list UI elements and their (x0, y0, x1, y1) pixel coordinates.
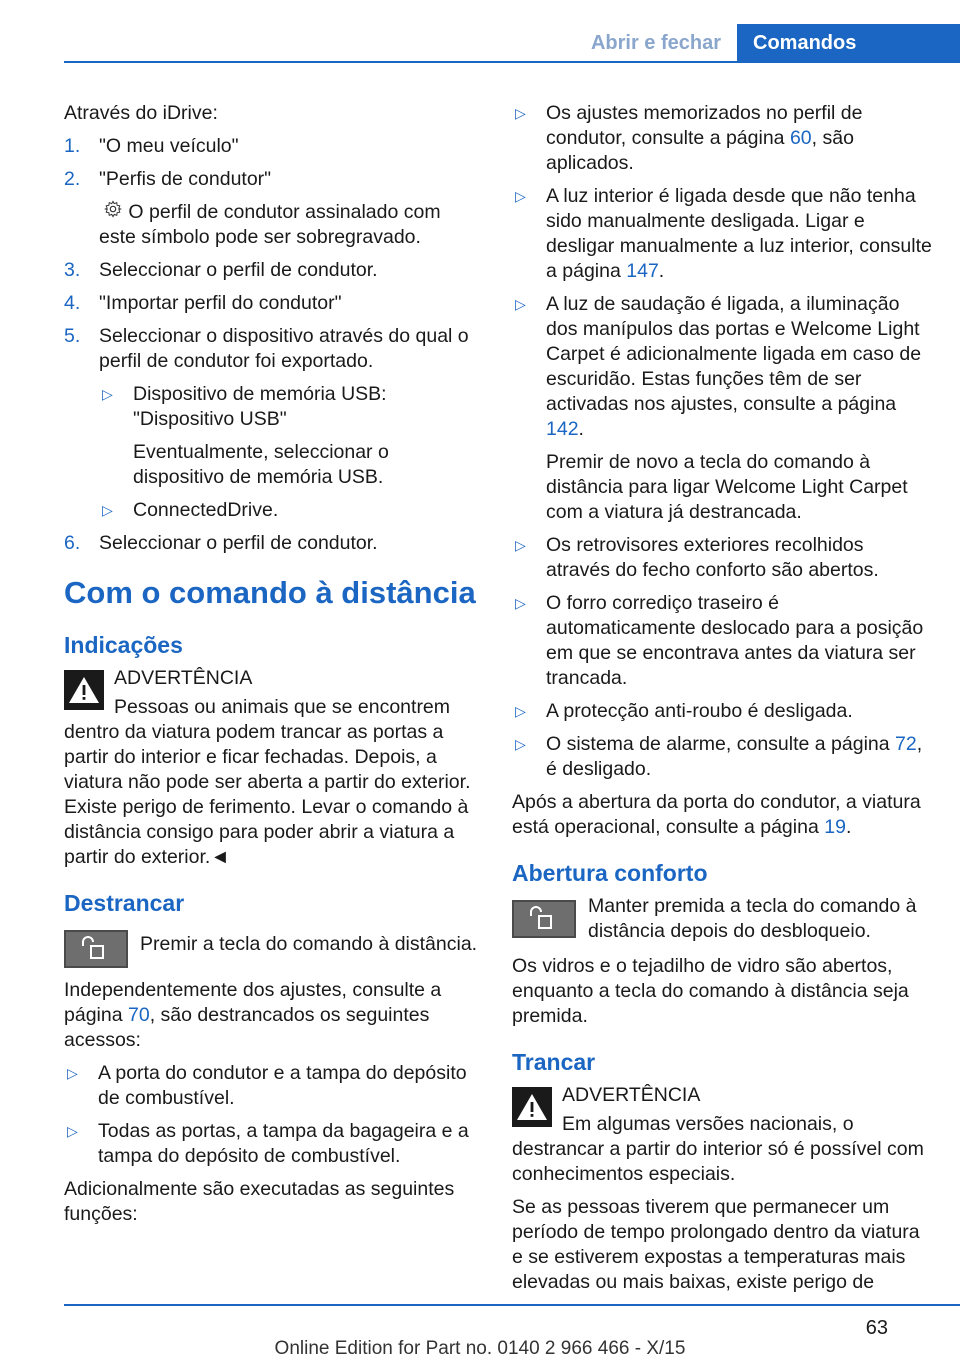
heading-indicacoes: Indicações (64, 632, 183, 658)
list-item (99, 498, 478, 523)
text-run: Independentemente dos ajustes, consulte a página (64, 979, 442, 1026)
list-item (512, 101, 932, 176)
paragraph: Se as pessoas tiverem que permanecer um período de tempo prolongado dentro da viatura e se estiverem expostas a temperaturas mais elevadas ou mais baixas, existe perigo de (512, 1196, 920, 1293)
warning-triangle-icon (64, 670, 104, 710)
paragraph: Adicionalmente são executadas as seguintes funções: (64, 1178, 455, 1225)
bullet-triangle-icon: ▷ (102, 502, 113, 518)
bullet-text (546, 184, 932, 284)
list-item (64, 531, 478, 556)
list-item (64, 258, 478, 283)
section-title: Com o comando à distância (64, 575, 476, 610)
bullet-triangle-icon: ▷ (515, 105, 526, 121)
text-run: Após a abertura da porta do condutor, a viatura está operacional, consulte a página (512, 791, 921, 838)
step-note (64, 200, 478, 250)
list-item (512, 184, 932, 284)
bullet-text: Dispositivo de memória USB: "Dispositivo USB" (133, 383, 387, 430)
list-item (64, 167, 478, 192)
warning-text: Pessoas ou animais que se encontrem dentro da viatura podem trancar as portas a partir do interior e ficar fechadas. Depois, a viatura não pode ser aberta a partir do exterior. Existe perigo de ferimento. Levar o comando à distância consigo para poder abrir a viatura a partir do exterior.◄ (64, 696, 471, 868)
heading-destrancar: Destrancar (64, 890, 185, 916)
paragraph: Os vidros e o tejadilho de vidro são abertos, enquanto a tecla do comando à distância seja premida. (512, 955, 909, 1027)
page-link[interactable]: 70 (127, 1004, 150, 1026)
gear-icon (103, 200, 123, 225)
step-text: "Importar perfil do condutor" (99, 292, 342, 314)
step-text: "O meu veículo" (99, 135, 239, 157)
page-link[interactable]: 19 (824, 816, 846, 838)
footer-rule (64, 1304, 960, 1306)
step-number: 6. (64, 532, 81, 554)
bullet-text: Os retrovisores exteriores recolhidos através do fecho conforto são abertos. (546, 534, 879, 581)
text-run: A luz interior é ligada desde que não tenha sido manualmente desligada. Ligar e desligar manualmente a luz interior, consulte a página (546, 185, 932, 282)
text-run: , são destrancados os seguintes acessos: (64, 1004, 430, 1051)
bullet-text: A protecção anti-roubo é desligada. (546, 700, 853, 722)
step-number: 5. (64, 325, 81, 347)
bullet-note: Premir de novo a tecla do comando à distância para ligar Welcome Light Carpet com a viatura já destrancada. (546, 451, 908, 523)
text-run: A luz de saudação é ligada, a iluminação dos manípulos das portas e Welcome Light Carpet é adicionalmente ligada em caso de escuridão. Estas funções têm de ser activadas nos ajustes, consulte a página (546, 293, 922, 415)
footer-edition: Online Edition for Part no. 0140 2 966 466 - X/15 (274, 1338, 686, 1359)
text-run: . (658, 260, 665, 282)
key-row (512, 894, 932, 944)
paragraph (512, 790, 932, 840)
bullet-text (546, 292, 932, 442)
warning-title: ADVERTÊNCIA (114, 667, 253, 689)
list-item (512, 732, 932, 782)
list-item (64, 134, 478, 159)
heading-trancar: Trancar (512, 1049, 596, 1075)
step-text: "Perfis de condutor" (99, 168, 272, 190)
list-item (64, 1119, 478, 1169)
list-item (512, 533, 932, 583)
page-number: 63 (865, 1317, 888, 1339)
intro-text: Através do iDrive: (64, 102, 218, 124)
list-item (512, 699, 932, 724)
bullet-text (546, 732, 932, 782)
bullet-triangle-icon: ▷ (67, 1123, 78, 1139)
step-number: 3. (64, 259, 81, 281)
bullet-triangle-icon: ▷ (102, 386, 113, 402)
key-instruction: Manter premida a tecla do comando à distância depois do desbloqueio. (588, 895, 917, 942)
bullet-text (546, 101, 932, 176)
warning-box (64, 666, 478, 691)
list-item (64, 324, 478, 374)
bullet-text: O forro corrediço traseiro é automaticamente deslocado para a posição em que se encontrava antes da viatura ser trancada. (546, 592, 924, 689)
tab-abrir-e-fechar[interactable]: Abrir e fechar (590, 31, 722, 54)
text-run: . (578, 418, 584, 440)
key-row (64, 924, 478, 968)
step-number: 4. (64, 292, 81, 314)
text-run: Os ajustes memorizados no perfil de condutor, consulte a página (546, 102, 863, 149)
bullet-text: Todas as portas, a tampa da bagageira e a tampa do depósito de combustível. (98, 1120, 469, 1167)
right-column (512, 101, 932, 1303)
page-link[interactable]: 60 (789, 127, 812, 149)
warning-box (512, 1083, 932, 1108)
bullet-triangle-icon: ▷ (515, 296, 526, 312)
page-link[interactable]: 147 (626, 260, 659, 282)
text-run: O sistema de alarme, consulte a página (546, 733, 896, 755)
note-text: O perfil de condutor assinalado com este símbolo pode ser sobregravado. (99, 201, 441, 248)
step-text: Seleccionar o perfil de condutor. (99, 259, 378, 281)
sub-list (64, 382, 478, 523)
list-item (64, 1061, 478, 1111)
text-run: , é desligado. (546, 733, 923, 780)
bullet-text: ConnectedDrive. (133, 499, 279, 521)
step-text: Seleccionar o perfil de condutor. (99, 532, 378, 554)
text-run: . (845, 816, 852, 838)
paragraph (64, 978, 478, 1053)
list-item (512, 591, 932, 691)
list-item (99, 382, 478, 432)
left-column (64, 101, 478, 1235)
bullet-note: Eventualmente, seleccionar o dispositivo de memória USB. (133, 441, 389, 488)
warning-triangle-icon (512, 1087, 552, 1127)
step-text: Seleccionar o dispositivo através do qual o perfil de condutor foi exportado. (99, 325, 469, 372)
list-item (64, 291, 478, 316)
warning-title: ADVERTÊNCIA (562, 1084, 701, 1106)
list-item (512, 292, 932, 442)
bullet-triangle-icon: ▷ (67, 1065, 78, 1081)
unlock-key-icon (512, 900, 576, 938)
warning-text: Em algumas versões nacionais, o destrancar a partir do interior só é possível com conhecimentos especiais. (512, 1113, 924, 1185)
bullet-triangle-icon: ▷ (515, 736, 526, 752)
heading-abertura-conforto: Abertura conforto (512, 860, 708, 886)
unlock-key-icon (64, 930, 128, 968)
step-number: 2. (64, 168, 81, 190)
page-link[interactable]: 72 (895, 733, 917, 755)
tab-comandos[interactable]: Comandos (737, 24, 960, 62)
key-instruction: Premir a tecla do comando à distância. (140, 933, 478, 955)
text-run: , são aplicados. (546, 127, 854, 174)
bullet-triangle-icon: ▷ (515, 595, 526, 611)
page-link[interactable]: 142 (546, 418, 579, 440)
step-number: 1. (64, 135, 81, 157)
bullet-triangle-icon: ▷ (515, 537, 526, 553)
bullet-triangle-icon: ▷ (515, 703, 526, 719)
bullet-text: A porta do condutor e a tampa do depósito de combustível. (98, 1062, 467, 1109)
bullet-triangle-icon: ▷ (515, 188, 526, 204)
